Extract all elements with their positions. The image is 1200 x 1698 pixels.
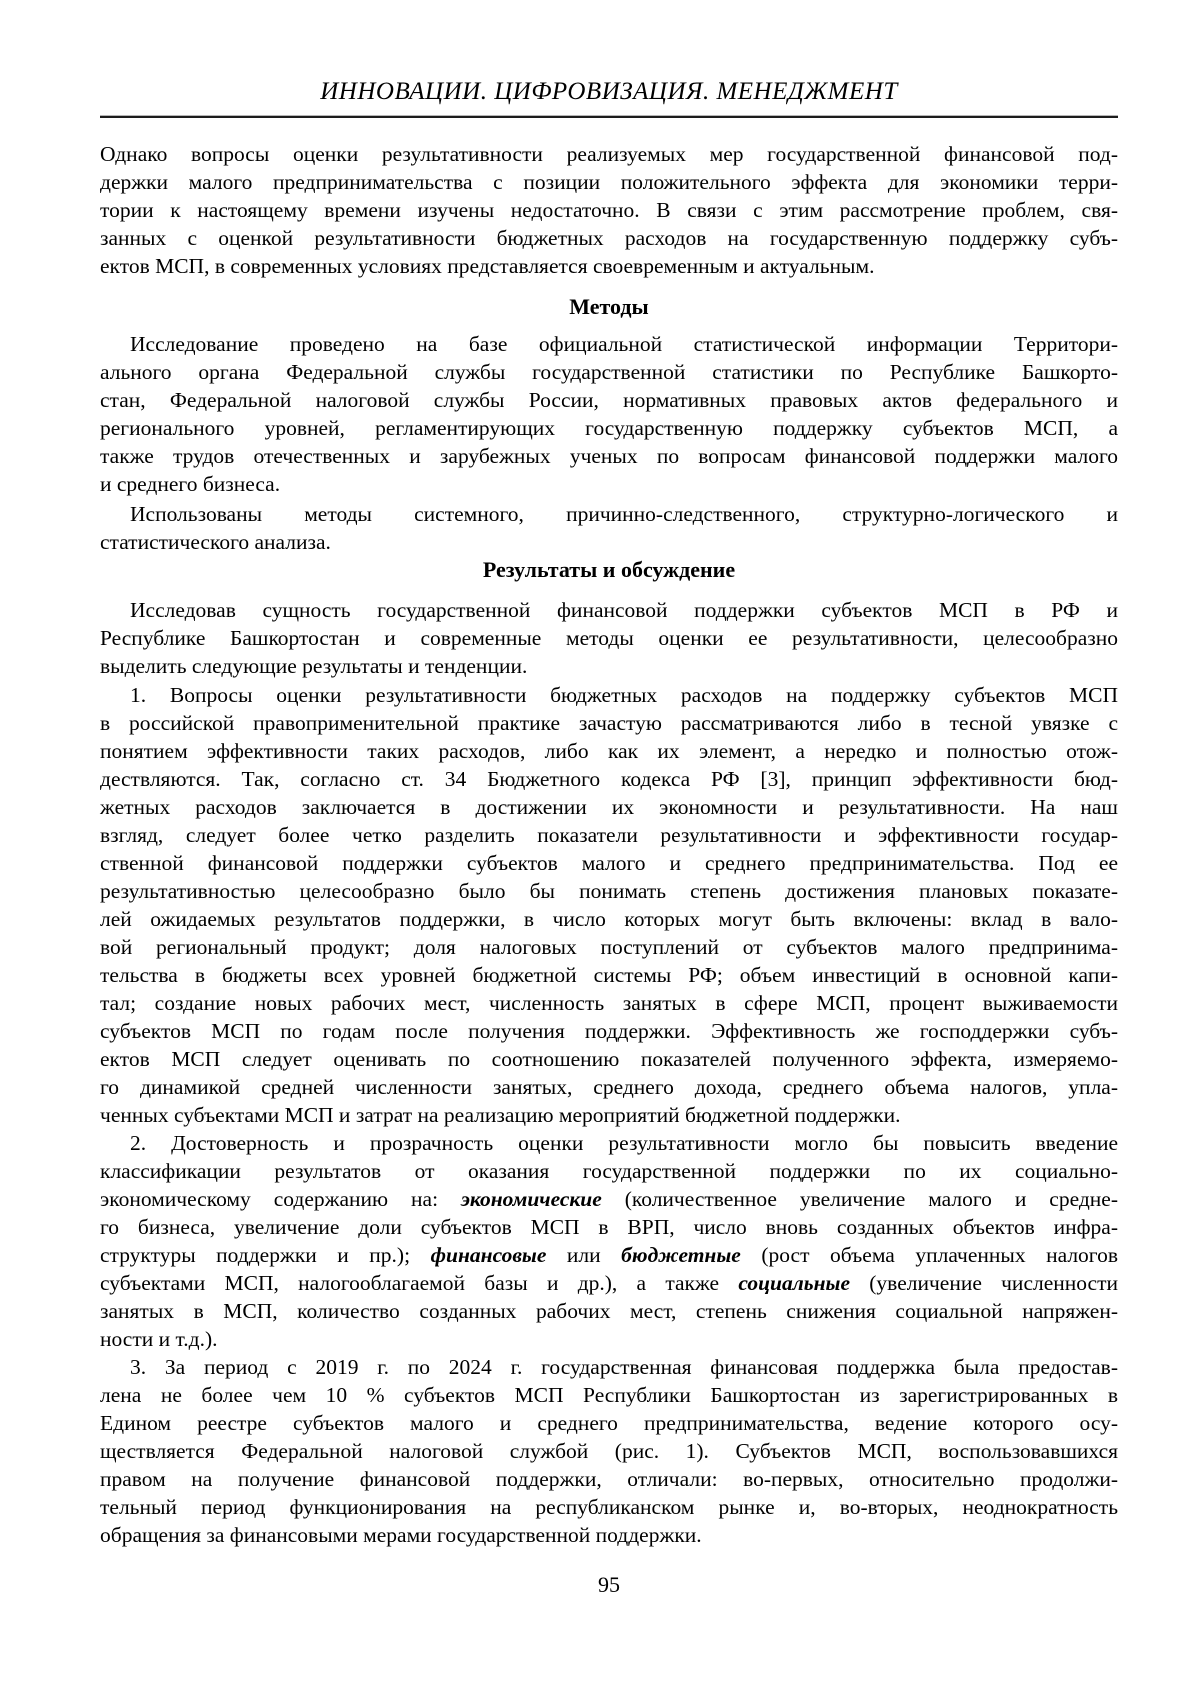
text-segment: Однако вопросы оценки результативности реализуемых мер государственной финансовой под-: [100, 142, 1118, 166]
text-segment: в российской правоприменительной практике зачастую рассматриваются либо в тесной увязке с: [100, 711, 1118, 735]
text-line: [100, 596, 1118, 624]
text-line: [100, 905, 1118, 933]
text-segment: классификации результатов от оказания государственной поддержки по их социально-: [100, 1159, 1118, 1183]
text-line: [100, 386, 1118, 414]
emphasized-term: экономические: [460, 1187, 602, 1211]
text-segment: Использованы методы системного, причинно-следственного, структурно-логического и: [130, 502, 1118, 526]
text-line: [100, 414, 1118, 442]
text-segment: (увеличение численности: [850, 1271, 1118, 1295]
text-segment: го динамикой средней численности занятых, среднего дохода, среднего объема налогов, упла-: [100, 1075, 1118, 1099]
text-line: [100, 989, 1118, 1017]
text-segment: Исследование проведено на базе официальной статистической информации Территори-: [130, 332, 1118, 356]
text-line: [100, 1129, 1118, 1157]
text-segment: (количественное увеличение малого и средне-: [601, 1187, 1118, 1211]
text-line: [100, 849, 1118, 877]
text-segment: субъектами МСП, налогооблагаемой базы и др.), а также: [100, 1271, 739, 1295]
text-segment: ственной финансовой поддержки субъектов малого и среднего предпринимательства. Под ее: [100, 851, 1118, 875]
text-segment: жетных расходов заключается в достижении их экономности и результативности. На наш: [100, 795, 1118, 819]
text-segment: Едином реестре субъектов малого и среднего предпринимательства, ведение которого осу-: [100, 1411, 1118, 1435]
running-header: ИННОВАЦИИ. ЦИФРОВИЗАЦИЯ. МЕНЕДЖМЕНТ: [320, 78, 898, 105]
text-line: [100, 1465, 1118, 1493]
text-line: [100, 252, 1118, 280]
text-line: [100, 500, 1118, 528]
text-segment: занных с оценкой результативности бюджетных расходов на государственную поддержку субъ-: [100, 226, 1118, 250]
page-number: 95: [598, 1572, 620, 1597]
text-line: [100, 1185, 1118, 1213]
text-segment: и среднего бизнеса.: [100, 472, 281, 496]
text-line: [100, 933, 1118, 961]
text-segment: тельства в бюджеты всех уровней бюджетной системы РФ; объем инвестиций в основной капи-: [100, 963, 1118, 987]
text-segment: правом на получение финансовой поддержки, отличали: во-первых, относительно продолжи-: [100, 1467, 1118, 1491]
text-segment: стан, Федеральной налоговой службы России, нормативных правовых актов федерального и: [100, 388, 1118, 412]
text-line: [100, 681, 1118, 709]
text-line: [100, 1297, 1118, 1325]
paragraph-methods-2: [100, 500, 1118, 556]
text-line: [100, 652, 1118, 680]
text-segment: ченных субъектами МСП и затрат на реализацию мероприятий бюджетной поддержки.: [100, 1103, 901, 1127]
text-line: [100, 1437, 1118, 1465]
text-line: [100, 793, 1118, 821]
text-line: [100, 821, 1118, 849]
text-line: [100, 442, 1118, 470]
emphasized-term: социальные: [738, 1271, 851, 1295]
text-segment: понятием эффективности таких расходов, либо как их элемент, а нередко и полностью отож-: [100, 739, 1118, 763]
text-segment: ектов МСП, в современных условиях представляется своевременным и актуальным.: [100, 254, 875, 278]
text-line: [100, 1325, 1118, 1353]
text-segment: держки малого предпринимательства с позиции положительного эффекта для экономики терри-: [100, 170, 1118, 194]
text-segment: ектов МСП следует оценивать по соотношению показателей полученного эффекта, измеряемо-: [100, 1047, 1118, 1071]
text-segment: 3. За период с 2019 г. по 2024 г. государственная финансовая поддержка была предостав-: [130, 1355, 1118, 1379]
text-line: [100, 1241, 1118, 1269]
text-line: [100, 1381, 1118, 1409]
text-segment: результативностью целесообразно было бы понимать степень достижения плановых показате-: [100, 879, 1118, 903]
page-content: [100, 0, 1118, 1599]
text-segment: вой региональный продукт; доля налоговых поступлений от субъектов малого предпринима-: [100, 935, 1118, 959]
text-segment: также трудов отечественных и зарубежных ученых по вопросам финансовой поддержки малого: [100, 444, 1118, 468]
text-line: [100, 528, 1118, 556]
text-line: [100, 168, 1118, 196]
text-line: [100, 1045, 1118, 1073]
text-segment: субъектов МСП по годам после получения поддержки. Эффективность же господдержки субъ-: [100, 1019, 1118, 1043]
text-segment: статистического анализа.: [100, 530, 331, 554]
text-line: [100, 1157, 1118, 1185]
text-segment: или: [546, 1243, 622, 1267]
paragraph-result-2: [100, 1129, 1118, 1353]
header-rule: [100, 115, 1118, 118]
text-line: [100, 709, 1118, 737]
text-segment: ального органа Федеральной службы государственной статистики по Республике Башкорто-: [100, 360, 1118, 384]
text-line: [100, 196, 1118, 224]
text-segment: лена не более чем 10 % субъектов МСП Республики Башкортостан из зарегистрированных в: [100, 1383, 1118, 1407]
text-segment: 1. Вопросы оценки результативности бюджетных расходов на поддержку субъектов МСП: [130, 683, 1118, 707]
text-segment: Исследовав сущность государственной финансовой поддержки субъектов МСП в РФ и: [130, 598, 1118, 622]
text-line: [100, 1073, 1118, 1101]
text-line: [100, 1409, 1118, 1437]
text-segment: регионального уровней, регламентирующих государственную поддержку субъектов МСП, а: [100, 416, 1118, 440]
text-segment: 2. Достоверность и прозрачность оценки результативности могло бы повысить введение: [130, 1131, 1118, 1155]
text-line: [100, 470, 1118, 498]
text-line: [100, 1521, 1118, 1549]
paragraph-methods-1: [100, 330, 1118, 498]
paragraph-result-1: [100, 681, 1118, 1129]
paragraph-intro-continued: [100, 140, 1118, 280]
text-line: [100, 1017, 1118, 1045]
text-segment: структуры поддержки и пр.);: [100, 1243, 431, 1267]
text-line: [100, 961, 1118, 989]
text-segment: ществляется Федеральной налоговой службой (рис. 1). Субъектов МСП, воспользовавшихся: [100, 1439, 1118, 1463]
text-line: [100, 765, 1118, 793]
emphasized-term: финансовые: [430, 1243, 547, 1267]
text-segment: взгляд, следует более четко разделить показатели результативности и эффективности государ-: [100, 823, 1118, 847]
text-line: [100, 140, 1118, 168]
text-line: [100, 624, 1118, 652]
paragraph-results-intro: [100, 596, 1118, 680]
text-segment: тал; создание новых рабочих мест, численность занятых в сфере МСП, процент выживаемости: [100, 991, 1118, 1015]
text-line: [100, 1493, 1118, 1521]
text-segment: (рост объема уплаченных налогов: [740, 1243, 1118, 1267]
text-segment: Республике Башкортостан и современные методы оценки ее результативности, целесообразно: [100, 626, 1118, 650]
text-line: [100, 1101, 1118, 1129]
text-segment: лей ожидаемых результатов поддержки, в число которых могут быть включены: вклад в вало-: [100, 907, 1118, 931]
text-line: [100, 877, 1118, 905]
text-line: [100, 1353, 1118, 1381]
text-segment: ности и т.д.).: [100, 1327, 218, 1351]
text-line: [100, 358, 1118, 386]
emphasized-term: бюджетные: [621, 1243, 741, 1267]
text-line: [100, 1213, 1118, 1241]
text-segment: тельный период функционирования на республиканском рынке и, во-вторых, неоднократность: [100, 1495, 1118, 1519]
section-heading-results: Результаты и обсуждение: [482, 557, 736, 582]
text-segment: экономическому содержанию на:: [100, 1187, 461, 1211]
text-segment: выделить следующие результаты и тенденции.: [100, 654, 528, 678]
text-segment: занятых в МСП, количество созданных рабочих мест, степень снижения социальной напряжен-: [100, 1299, 1118, 1323]
text-segment: го бизнеса, увеличение доли субъектов МСП в ВРП, число вновь созданных объектов инфра-: [100, 1215, 1118, 1239]
text-segment: тории к настоящему времени изучены недостаточно. В связи с этим рассмотрение проблем, свя-: [100, 198, 1118, 222]
text-line: [100, 330, 1118, 358]
text-line: [100, 1269, 1118, 1297]
section-heading-methods: Методы: [569, 294, 649, 319]
document-body: [100, 140, 1118, 1549]
text-segment: обращения за финансовыми мерами государственной поддержки.: [100, 1523, 702, 1547]
paragraph-result-3: [100, 1353, 1118, 1549]
text-line: [100, 737, 1118, 765]
text-segment: дествляются. Так, согласно ст. 34 Бюджетного кодекса РФ [3], принцип эффективности бюд-: [100, 767, 1118, 791]
text-line: [100, 224, 1118, 252]
